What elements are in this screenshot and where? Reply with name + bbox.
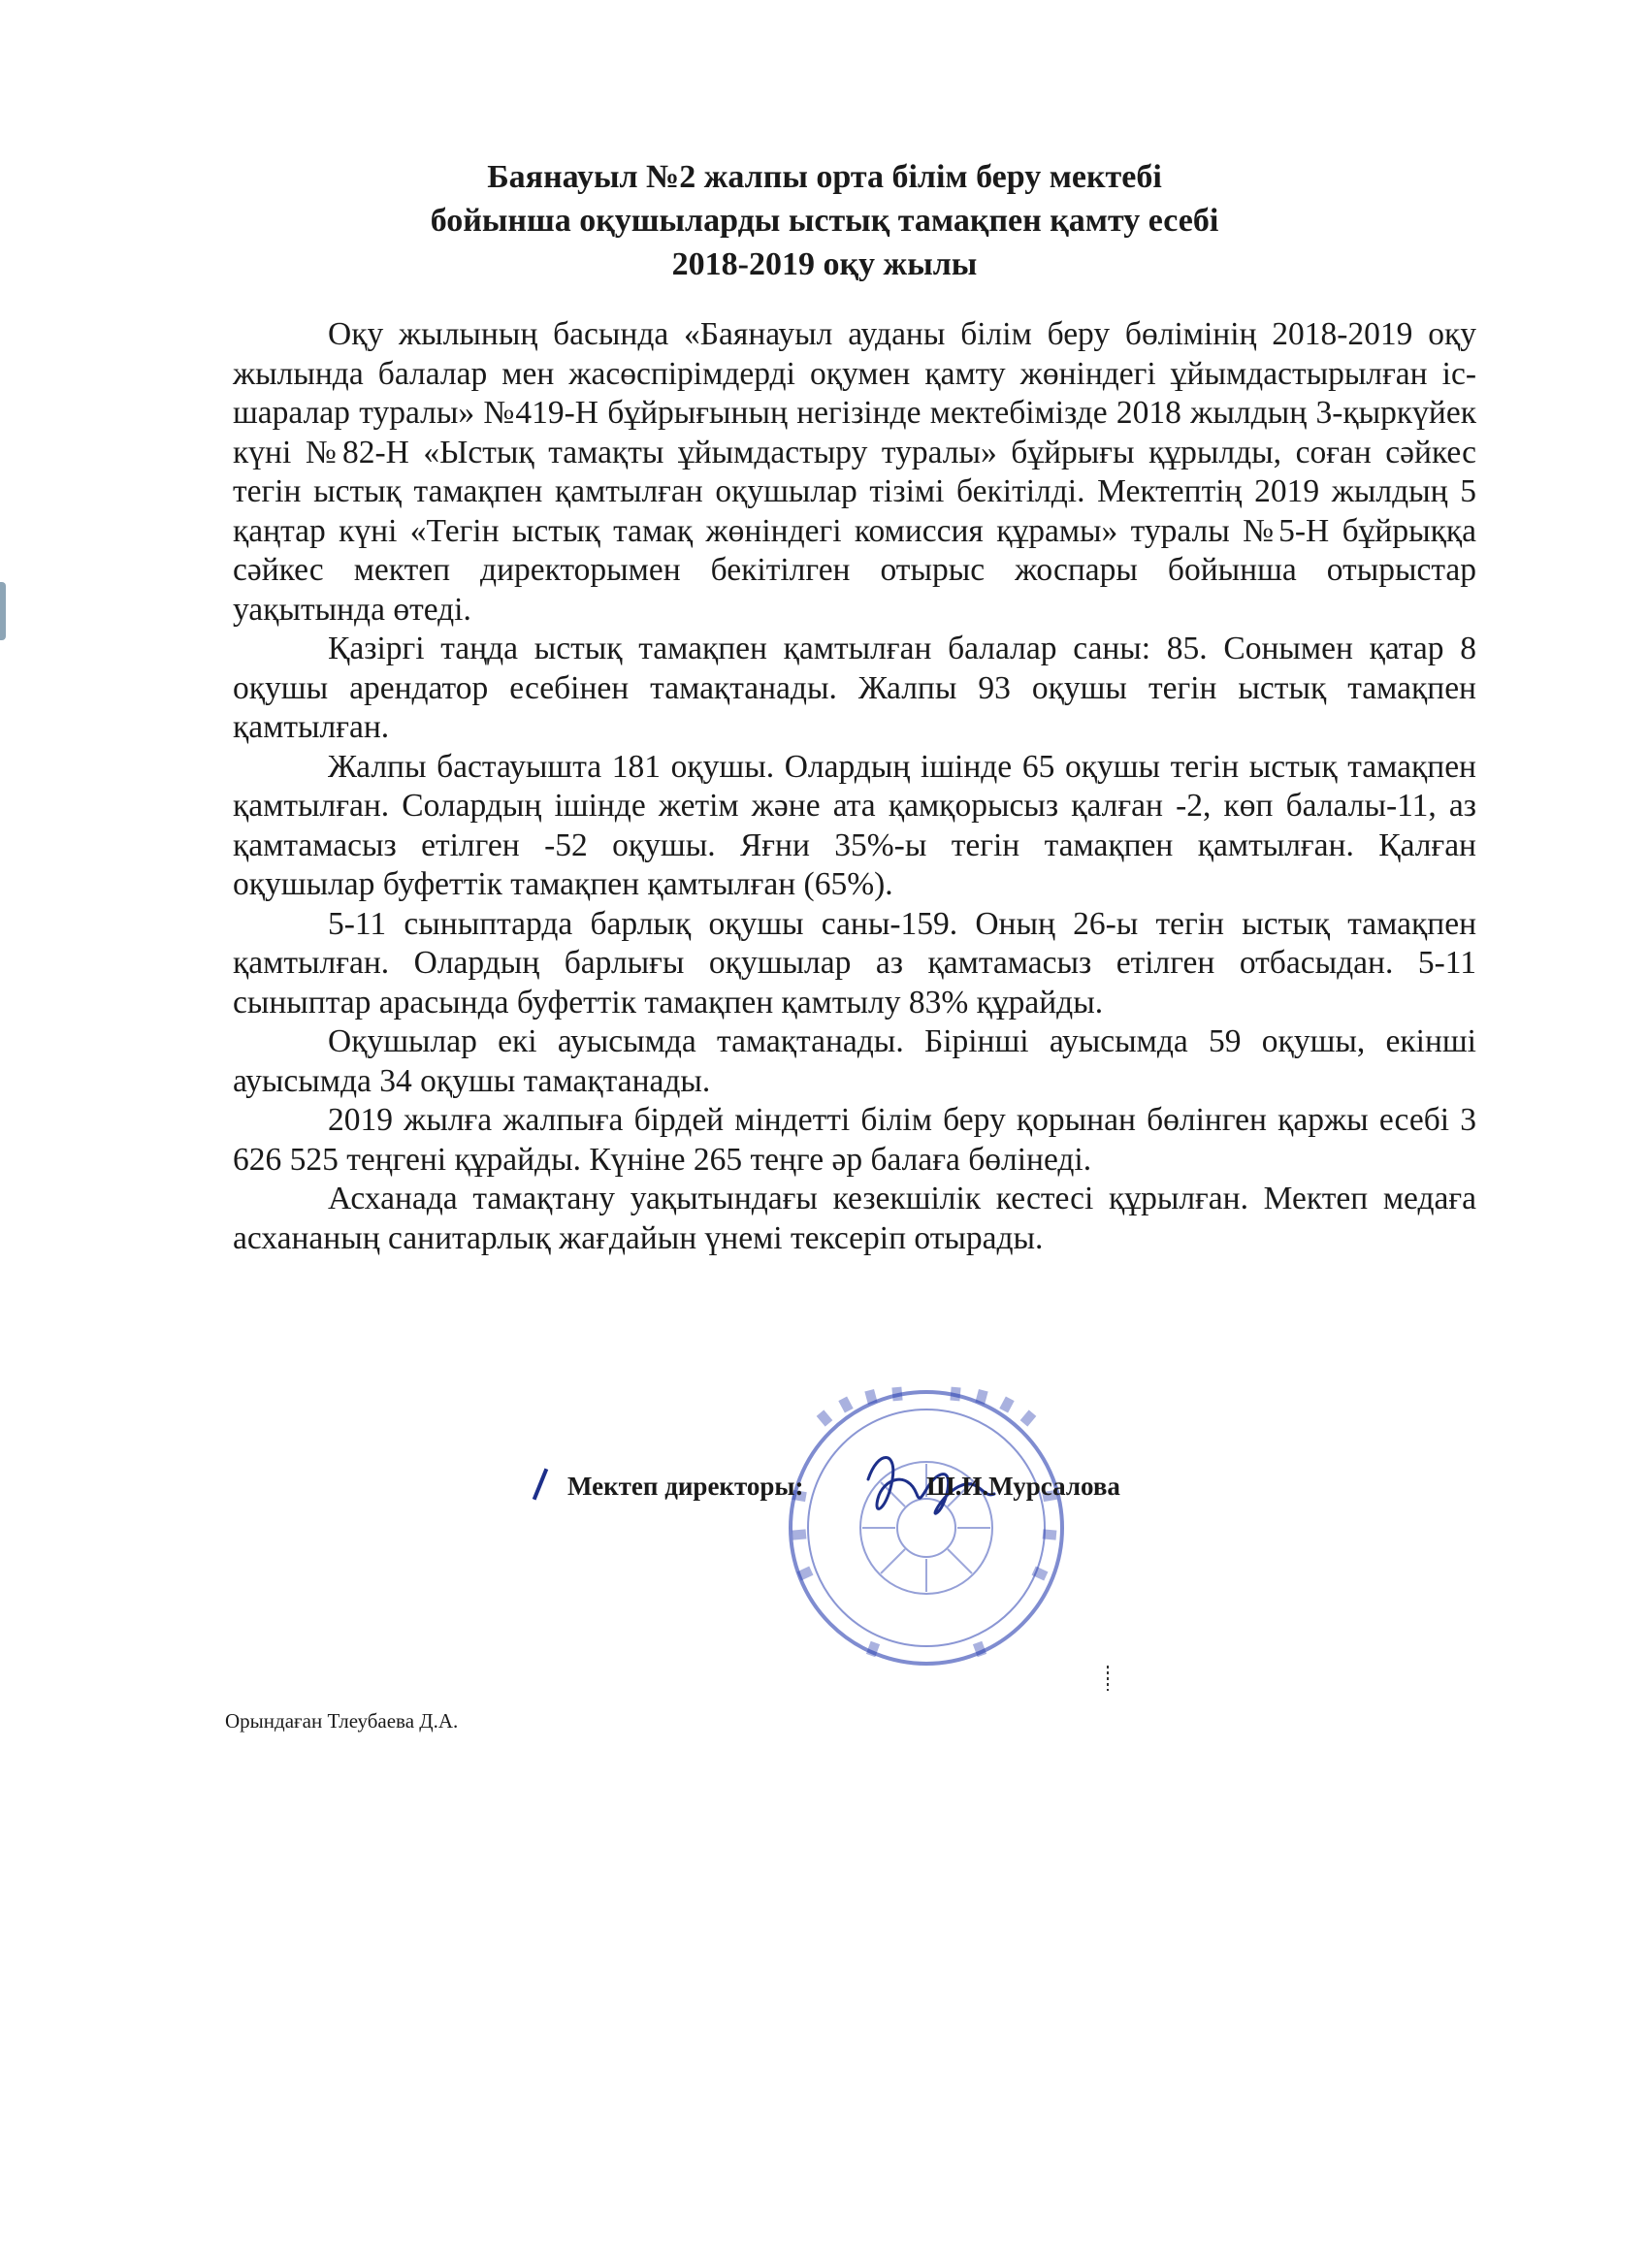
- executor-line: Орындаған Тлеубаева Д.А.: [225, 1709, 459, 1733]
- document-body: [233, 315, 1476, 1258]
- pen-mark: [1101, 1664, 1115, 1693]
- scan-edge-mark: [0, 582, 6, 640]
- signatory-name: Ш.И.Мурсалова: [926, 1472, 1120, 1501]
- document-title: [233, 155, 1416, 286]
- title-line-1: Баянауыл №2 жалпы орта білім беру мектебі: [487, 159, 1162, 195]
- signature-tick-mark: [533, 1468, 548, 1500]
- paragraph-grades-5-11: 5-11 сыныптарда барлық оқушы саны-159. Оның 26-ы тегін ыстық тамақпен қамтылған. Олардың барлығы оқушылар аз қамтамасыз етілген отбасыдан. 5-11 сыныптар арасында буфеттік тамақпен қамтылу 83% құрайды.: [233, 905, 1476, 1021]
- signature-label: Мектеп директоры:: [567, 1472, 804, 1501]
- paragraph-primary-school: Жалпы бастауышта 181 оқушы. Олардың ішінде 65 оқушы тегін ыстық тамақпен қамтылған. Солардың ішінде жетім және ата қамқорысыз қалған -2, көп балалы-11, аз қамтамасыз етілген -52 оқушы. Яғни 35%-ы тегін тамақпен қамтылған. Қалған оқушылар буфеттік тамақпен қамтылған (65%).: [233, 748, 1476, 902]
- paragraph-funding: 2019 жылға жалпыға бірдей міндетті білім беру қорынан бөлінген қаржы есебі 3 626 525 теңгені құрайды. Күніне 265 теңге әр балаға бөлінеді.: [233, 1102, 1476, 1178]
- paragraph-intro: Оқу жылының басында «Баянауыл ауданы білім беру бөлімінің 2018-2019 оқу жылында балалар мен жасөспірімдерді оқумен қамту жөніндегі ұйымдастырылған іс-шаралар туралы» №419-Н бұйрығының негізінде мектебімізде 2018 жылдың 3-қыркүйек күні №82-Н «Ыстық тамақты ұйымдастыру туралы» бұйрығы құрылды, соған сәйкес тегін ыстық тамақпен қамтылған оқушылар тізімі бекітілді. Мектептің 2019 жылдың 5 қаңтар күні «Тегін ыстық тамақ жөніндегі комиссия құрамы» туралы №5-Н бұйрыққа сәйкес мектеп директорымен бекітілген отырыс жоспары бойынша отырыстар уақытында өтеді.: [233, 316, 1476, 628]
- paragraph-shifts: Оқушылар екі ауысымда тамақтанады. Бірінші ауысымда 59 оқушы, екінші ауысымда 34 оқушы тамақтанады.: [233, 1023, 1476, 1099]
- title-line-2: бойынша оқушыларды ыстық тамақпен қамту есебі: [430, 203, 1219, 239]
- signature-block: [538, 1460, 1217, 1673]
- paragraph-current-coverage: Қазіргі таңда ыстық тамақпен қамтылған балалар саны: 85. Сонымен қатар 8 оқушы арендатор есебінен тамақтанады. Жалпы 93 оқушы тегін ыстық тамақпен қамтылған.: [233, 631, 1476, 745]
- title-line-3: 2018-2019 оқу жылы: [671, 246, 978, 282]
- paragraph-canteen-duty: Асханада тамақтану уақытындағы кезекшілік кестесі құрылған. Мектеп медаға асхананың санитарлық жағдайын үнемі тексеріп отырады.: [233, 1181, 1476, 1256]
